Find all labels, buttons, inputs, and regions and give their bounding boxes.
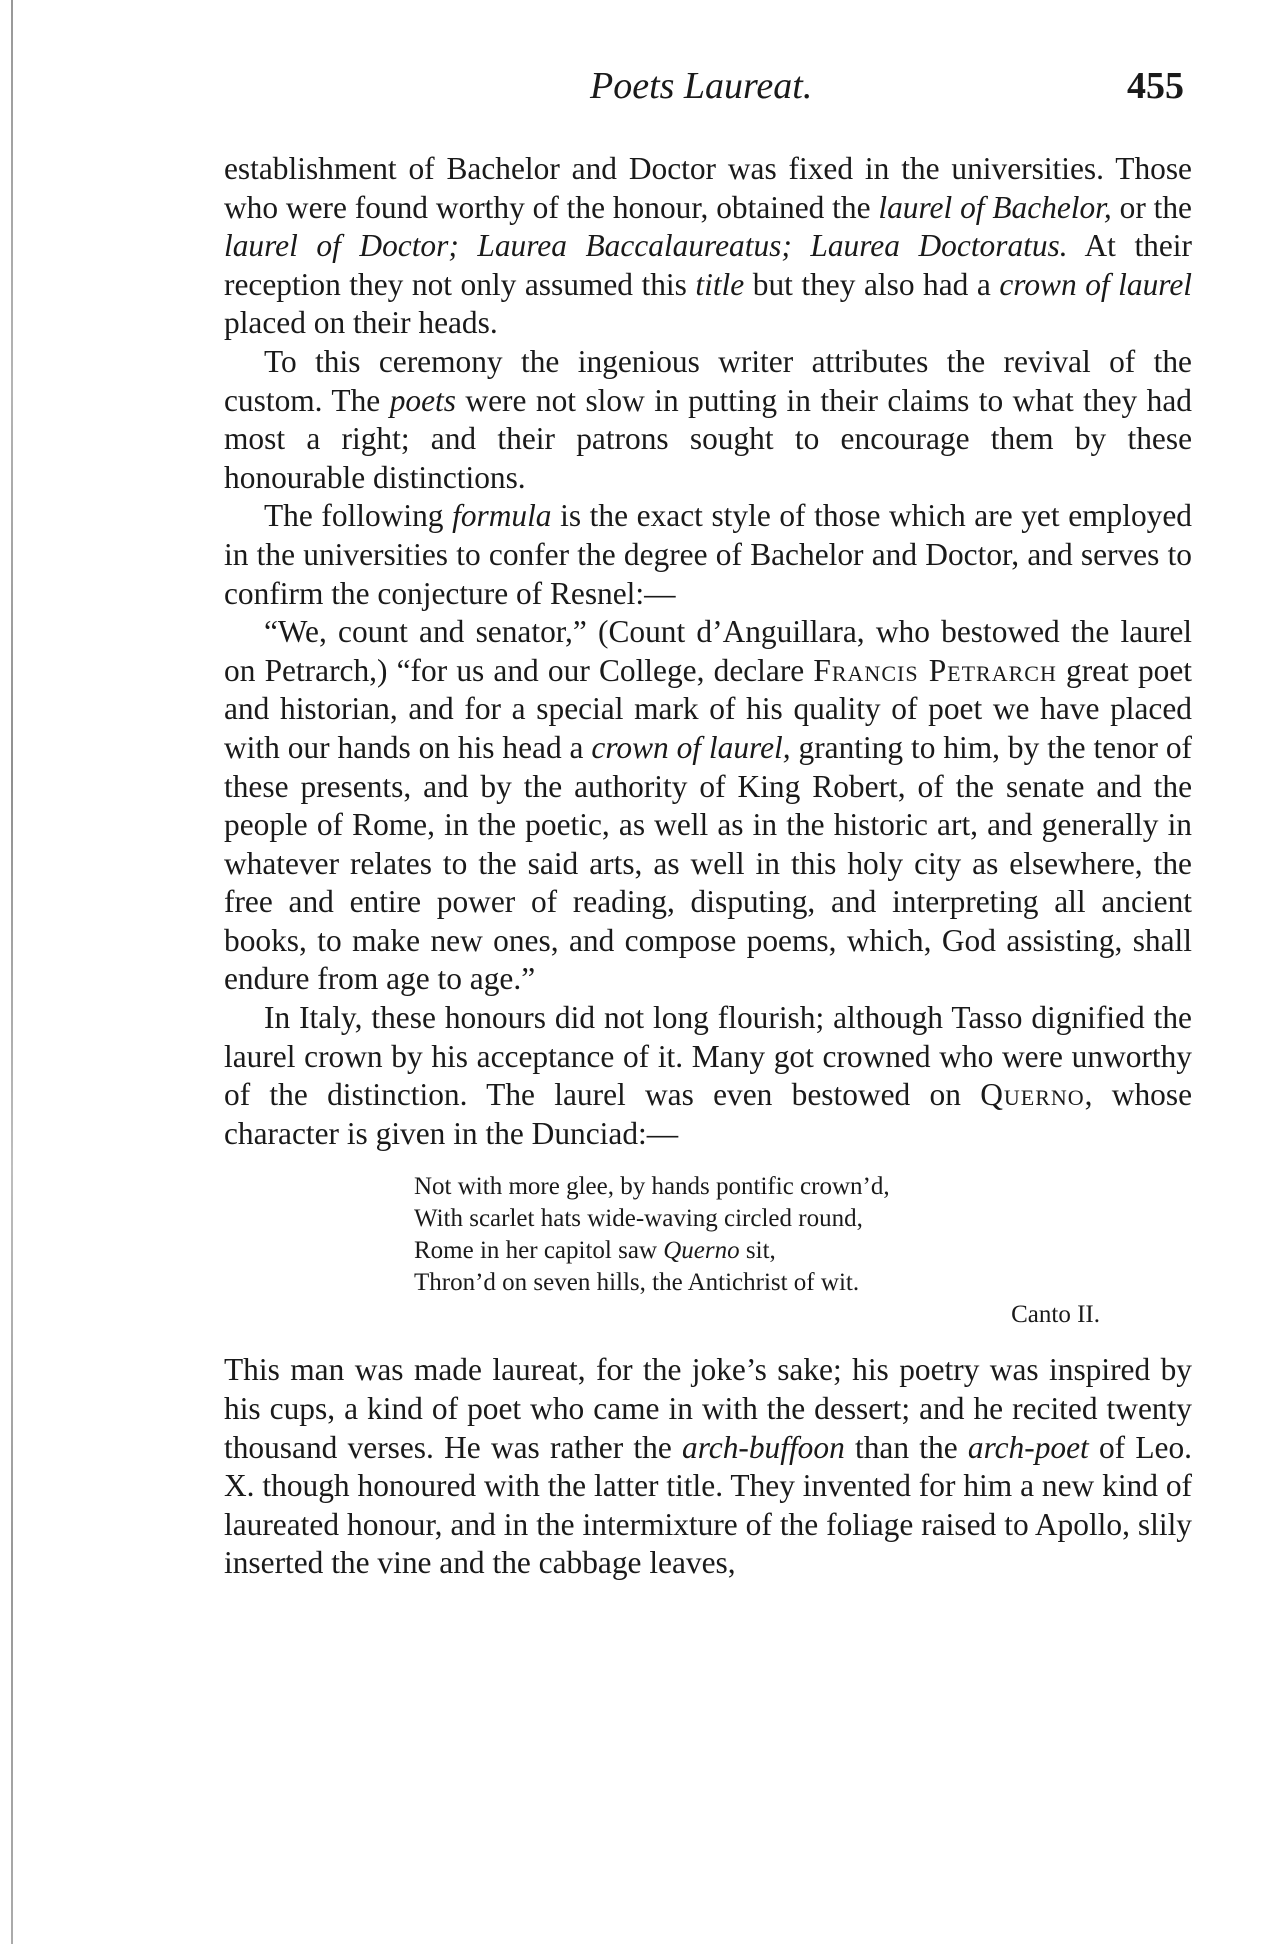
gutter-edge [11, 0, 13, 1944]
body-text [224, 150, 1192, 1583]
verse-line: Not with more glee, by hands pontific crown’d, [414, 1173, 890, 1201]
paragraph-4: “We, count and senator,” (Count d’Anguillara, who bestowed the laurel on Petrarch,) “for us and our College, declare Francis Petrarch great poet and historian, and for a special mark of his quality of poet we have placed with our hands on his head a crown of laurel, granting to him, by the tenor of these presents, and by the authority of King Robert, of the senate and the people of Rome, in the poetic, as well as in the historic art, and generally in whatever relates to the said arts, as well in this holy city as elsewhere, the free and entire power of reading, disputing, and interpreting all ancient books, to make new ones, and compose poems, which, God assisting, shall endure from age to age.” [224, 614, 1192, 997]
paragraph-6: This man was made laureat, for the joke’s sake; his poetry was inspired by his cups, a kind of poet who came in with the dessert; and he recited twenty thousand verses. He was rather the arch-buffoon than the arch-poet of Leo. X. though honoured with the latter title. They invented for him a new kind of laureated honour, and in the intermixture of the foliage raised to Apollo, slily inserted the vine and the cabbage leaves, [224, 1352, 1193, 1581]
paragraph-3: The following formula is the exact style of those which are yet employed in the universities to confer the degree of Bachelor and Doctor, and serves to confirm the conjecture of Resnel:— [224, 498, 1192, 611]
paragraph-2: To this ceremony the ingenious writer attributes the revival of the custom. The poets were not slow in putting in their claims to what they had most a right; and their patrons sought to encourage them by these honourable distinctions. [224, 343, 1192, 495]
page-header [590, 64, 1190, 114]
paragraph-1: establishment of Bachelor and Doctor was fixed in the universities. Those who were found worthy of the honour, obtained the laurel of Bachelor, or the laurel of Doctor; Laurea Baccalaureatus; Laurea Doctoratus. At their reception they not only assumed this title but they also had a crown of laurel placed on their heads. [224, 151, 1192, 341]
paragraph-5: In Italy, these honours did not long flourish; although Tasso dignified the laurel crown by his acceptance of it. Many got crowned who were unworthy of the distinction. The laurel was even bestowed on Querno, whose character is given in the Dunciad:— [224, 1000, 1193, 1151]
verse-line: Thron’d on seven hills, the Antichrist of wit. [414, 1269, 860, 1297]
verse-source: Canto II. [1011, 1301, 1100, 1329]
running-title: Poets Laureat. [590, 65, 813, 107]
page-number: 455 [1127, 65, 1184, 107]
verse-line: Rome in her capitol saw Querno sit, [414, 1237, 776, 1265]
verse-quotation [414, 1171, 1192, 1331]
verse-line: With scarlet hats wide-waving circled round, [414, 1205, 863, 1233]
